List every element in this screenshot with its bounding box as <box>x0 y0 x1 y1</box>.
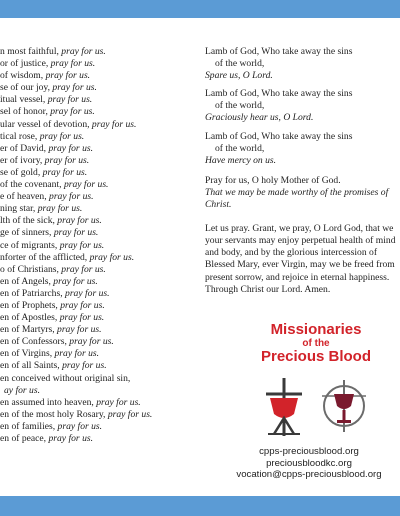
litany-response: pray for us. <box>53 275 98 287</box>
right-column <box>205 46 400 296</box>
litany-invocation: of wisdom, <box>0 70 46 82</box>
litany-line <box>0 373 200 385</box>
contact-link[interactable]: cpps-preciousblood.org <box>259 446 359 457</box>
litany-response: pray for us. <box>65 287 110 299</box>
litany-response: pray for us. <box>89 251 135 263</box>
litany-line <box>0 324 200 336</box>
litany-line <box>0 385 200 397</box>
litany-line <box>0 143 200 155</box>
litany-line <box>0 131 200 143</box>
litany-invocation: of the covenant, <box>0 179 64 191</box>
litany-line <box>0 46 200 58</box>
litany-invocation: er of David, <box>0 142 49 154</box>
litany-response: pray for us. <box>61 263 106 275</box>
litany-line <box>0 397 200 409</box>
litany-invocation: en of peace, <box>0 433 49 444</box>
litany-invocation: nforter of the afflicted, <box>0 251 90 263</box>
litany-invocation: en of Apostles, <box>0 312 60 324</box>
prayer-card-panel <box>0 18 400 496</box>
litany-response: pray for us. <box>39 130 85 142</box>
litany-invocation: ge of sinners, <box>0 227 54 239</box>
brand-wordmark <box>232 322 400 365</box>
litany-response: pray for us. <box>57 324 102 336</box>
litany-line <box>0 433 200 445</box>
litany-line <box>0 360 200 372</box>
litany-invocation: en of Prophets, <box>0 299 61 311</box>
verse-response: Graciously hear us, O Lord. <box>205 112 314 124</box>
litany-response: pray for us. <box>57 215 102 227</box>
contact-links <box>218 446 400 481</box>
brand-line-1: Missionaries <box>270 321 362 338</box>
litany-response: pray for us. <box>49 191 94 203</box>
litany-response: pray for us. <box>107 408 153 420</box>
litany-invocation: en of Virgins, <box>0 348 55 360</box>
litany-line <box>0 300 200 312</box>
litany-invocation: en of all Saints, <box>0 360 63 372</box>
litany-line <box>0 106 200 118</box>
litany-response: pray for us. <box>53 227 99 239</box>
litany-line <box>0 227 200 239</box>
litany-invocation: e of heaven, <box>0 191 50 203</box>
litany-line <box>0 288 200 300</box>
litany-response: pray for us. <box>54 348 100 360</box>
litany-invocation: en of the most holy Rosary, <box>0 408 108 420</box>
litany-line <box>0 336 200 348</box>
litany-line <box>0 82 200 94</box>
litany-line <box>0 191 200 203</box>
litany-response: ay for us. <box>4 384 40 396</box>
litany-response: pray for us. <box>45 70 91 82</box>
verse-line-2: of the world, <box>215 142 265 154</box>
closing-prayer: Let us pray. Grant, we pray, O Lord God, that we your servants may enjoy perpetual health of mind and body, and by the glorious intercession of Blessed Mary, ever Virgin, may we be freed from present sorrow, and rejoice in eternal happiness. Through Christ our Lord. Amen. <box>205 223 396 295</box>
verse-response: Spare us, O Lord. <box>205 70 273 82</box>
litany-line <box>0 58 200 70</box>
litany-invocation: en of Martyrs, <box>0 324 58 336</box>
litany-line <box>0 252 200 264</box>
contact-link[interactable]: vocation@cpps-preciousblood.org <box>236 469 382 480</box>
litany-line <box>0 312 200 324</box>
litany-response: pray for us. <box>37 203 83 215</box>
litany-response: pray for us. <box>50 58 96 70</box>
litany-response: pray for us. <box>48 142 93 154</box>
litany-response: pray for us. <box>62 360 107 372</box>
litany-invocation: en of Angels, <box>0 275 54 287</box>
litany-invocation: ular vessel of devotion, <box>0 118 92 130</box>
litany-response: pray for us. <box>52 82 97 94</box>
litany-line <box>0 264 200 276</box>
litany-line <box>0 167 200 179</box>
litany-line <box>0 203 200 215</box>
litany-invocation: en conceived without original sin, <box>0 372 131 384</box>
brand-line-3: Precious Blood <box>260 348 372 365</box>
litany-invocation: o of Christians, <box>0 263 62 275</box>
litany-response: pray for us. <box>47 94 93 106</box>
litany-invocation: lth of the sick, <box>0 215 58 227</box>
litany-line <box>0 215 200 227</box>
litany-line <box>0 119 200 131</box>
litany-response: pray for us. <box>48 433 93 444</box>
litany-line <box>0 421 200 433</box>
litany-response: pray for us. <box>44 154 90 166</box>
litany-invocation: sel of honor, <box>0 106 51 118</box>
litany-response: pray for us. <box>42 166 88 178</box>
litany-line <box>0 94 200 106</box>
agnus-dei-verse <box>205 46 400 82</box>
litany-invocation: n most faithful, <box>0 46 62 57</box>
brand-line-2: of the <box>302 338 330 349</box>
litany-line <box>0 409 200 421</box>
cross-chalice-logo-icon <box>266 378 302 436</box>
agnus-dei-verse <box>205 88 400 124</box>
litany-response: pray for us. <box>63 179 109 191</box>
litany-response: pray for us. <box>59 239 105 251</box>
litany-invocation: se of gold, <box>0 166 43 178</box>
circle-chalice-logo-icon <box>322 380 366 432</box>
versicle <box>205 175 400 211</box>
litany-line <box>0 348 200 360</box>
litany-invocation: tical rose, <box>0 130 40 142</box>
litany-response: pray for us. <box>96 396 141 408</box>
contact-link[interactable]: preciousbloodkc.org <box>266 457 352 469</box>
litany-response: pray for us. <box>57 420 103 432</box>
litany-response: pray for us. <box>50 106 95 118</box>
verse-line-2: of the world, <box>215 58 265 70</box>
litany-list <box>0 46 200 445</box>
litany-invocation: ce of migrants, <box>0 239 60 251</box>
verse-response: Have mercy on us. <box>205 154 277 166</box>
litany-line <box>0 155 200 167</box>
agnus-dei-verses <box>205 46 400 167</box>
verse-line-1: Lamb of God, Who take away the sins <box>205 46 353 57</box>
litany-invocation: en of families, <box>0 420 58 432</box>
litany-response: pray for us. <box>91 118 137 130</box>
logo-group <box>256 376 376 443</box>
litany-response: pray for us. <box>59 312 105 324</box>
litany-invocation: er of ivory, <box>0 154 45 166</box>
litany-invocation: ning star, <box>0 203 38 215</box>
litany-invocation: itual vessel, <box>0 94 48 106</box>
litany-response: pray for us. <box>60 299 105 311</box>
verse-line-1: Lamb of God, Who take away the sins <box>205 130 353 142</box>
litany-invocation: en of Patriarchs, <box>0 287 66 299</box>
versicle-response: That we may be made worthy of the promises of Christ. <box>205 186 389 211</box>
litany-invocation: or of justice, <box>0 58 51 70</box>
litany-line <box>0 179 200 191</box>
litany-invocation: en of Confessors, <box>0 336 70 348</box>
agnus-dei-verse <box>205 131 400 167</box>
litany-line <box>0 240 200 252</box>
verse-line-1: Lamb of God, Who take away the sins <box>205 88 353 100</box>
litany-line <box>0 276 200 288</box>
versicle-text: Pray for us, O holy Mother of God. <box>205 174 341 186</box>
litany-response: pray for us. <box>61 46 106 57</box>
verse-line-2: of the world, <box>215 100 265 112</box>
litany-invocation: se of our joy, <box>0 82 53 94</box>
litany-response: pray for us. <box>69 336 114 348</box>
litany-line <box>0 70 200 82</box>
litany-invocation: en assumed into heaven, <box>0 396 97 408</box>
